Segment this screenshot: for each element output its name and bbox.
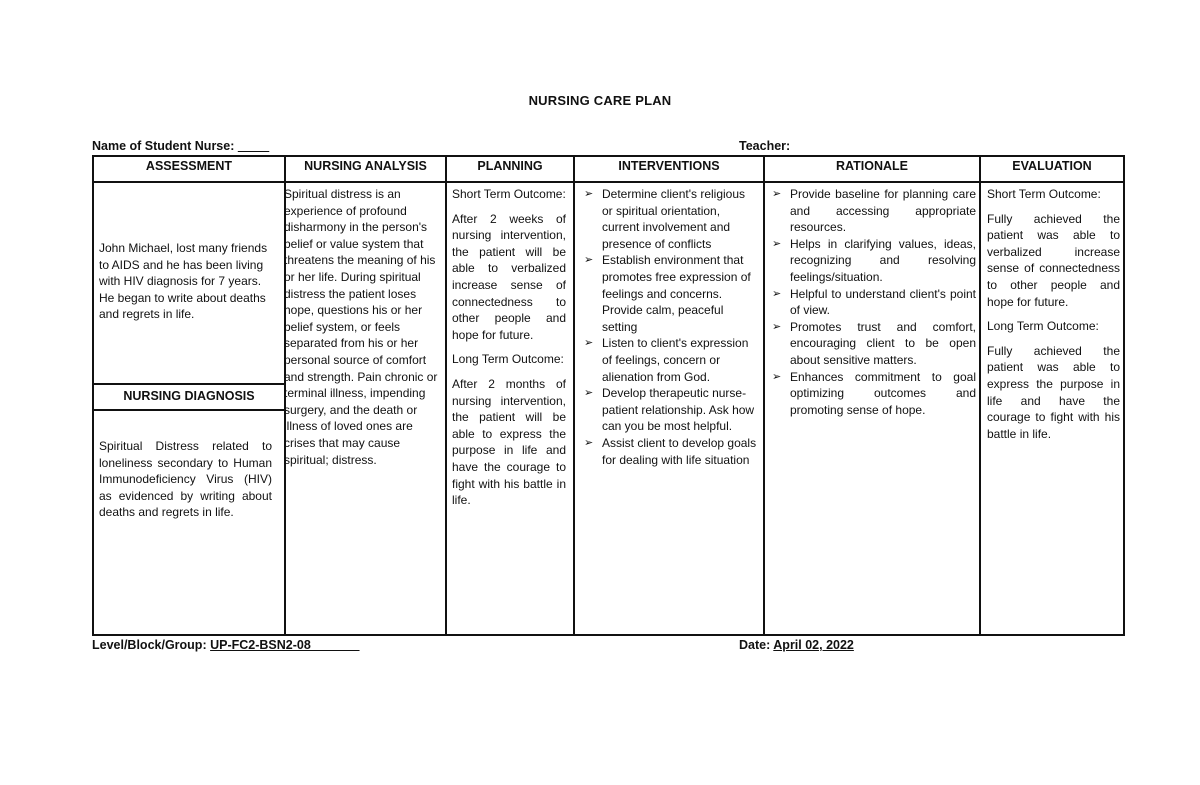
nursing-analysis-text: Spiritual distress is an experience of profound disharmony in the person's belief or value system that threatens the meaning of his or her life. During spiritual distress the patient loses hope, questions his or her belief system, or feels separated from his or her personal source of comfort and strength. Pain chronic or terminal illness, impending surgery, and the death or illness of loved ones are crises that may cause spiritual; distress.: [284, 187, 438, 467]
intervention-item: ➢ Determine client's religious or spiritual orientation, current involvement and presence of conflicts: [582, 186, 759, 252]
planning-short-label: Short Term Outcome:: [452, 187, 566, 201]
intervention-item: ➢ Assist client to develop goals for dealing with life situation: [582, 435, 759, 468]
date-line: [739, 638, 854, 652]
evaluation-short-label: Short Term Outcome:: [987, 187, 1101, 201]
level-block-group-line: [92, 638, 359, 652]
column-divider: [763, 157, 765, 634]
intervention-item: ➢ Develop therapeutic nurse-patient relationship. Ask how can you be most helpful.: [582, 385, 759, 435]
evaluation-header: EVALUATION: [1012, 159, 1092, 173]
intervention-item: ➢ Establish environment that promotes free expression of feelings and concerns. Provide calm, peaceful setting: [582, 252, 759, 335]
interventions-header: INTERVENTIONS: [618, 159, 720, 173]
planning-long-text: After 2 months of nursing intervention, the patient will be able to express the purpose in life and have the courage to fight with his battle in life.: [452, 376, 566, 508]
care-plan-table: [92, 155, 1125, 636]
rationale-cell: [792, 186, 976, 418]
planning-short-text: After 2 weeks of nursing intervention, the patient will be able to verbalized increase sense of connectedness to other people and hope for future.: [452, 211, 566, 342]
nursing-analysis-header: NURSING ANALYSIS: [304, 159, 427, 173]
nursing-diagnosis-header: NURSING DIAGNOSIS: [94, 383, 284, 411]
planning-cell: [452, 186, 566, 517]
rationale-header: RATIONALE: [836, 159, 908, 173]
rationale-item: ➢ Enhances commitment to goal optimizing outcomes and promoting sense of hope.: [770, 369, 976, 419]
teacher-label: Teacher:: [739, 139, 791, 153]
assessment-text: John Michael, lost many friends to AIDS and he has been living with HIV diagnosis for 7 years. He began to write about deaths and regrets in life.: [99, 241, 268, 322]
page-title: NURSING CARE PLAN: [528, 93, 672, 108]
intervention-item: ➢ Listen to client's expression of feelings, concern or alienation from God.: [582, 335, 759, 385]
column-divider: [445, 157, 447, 634]
level-block-group-value: UP-FC2-BSN2-08_______: [210, 638, 360, 652]
teacher-line: [739, 139, 790, 153]
assessment-header: ASSESSMENT: [145, 159, 233, 173]
evaluation-short-text: Fully achieved the patient was able to verbalized increase sense of connectedness to other people and hope for future.: [987, 211, 1120, 309]
date-value: April 02, 2022: [773, 638, 854, 652]
rationale-list: [770, 186, 976, 418]
evaluation-cell: [987, 186, 1120, 450]
evaluation-long-text: Fully achieved the patient was able to express the purpose in life and have the courage to fight with his battle in life.: [987, 343, 1120, 441]
column-divider: [573, 157, 575, 634]
planning-long-label: Long Term Outcome:: [452, 352, 564, 367]
student-nurse-value: _ ___: [237, 139, 270, 153]
level-block-group-label: Level/Block/Group:: [92, 638, 207, 652]
student-nurse-label: Name of Student Nurse:: [92, 139, 235, 153]
interventions-cell: [604, 186, 759, 468]
rationale-item: ➢ Provide baseline for planning care and accessing appropriate resources.: [770, 186, 976, 236]
student-nurse-line: [92, 139, 269, 153]
nursing-diagnosis-text: Spiritual Distress related to loneliness secondary to Human Immunodeficiency Virus (HIV) as evidenced by writing about deaths and regrets in life.: [99, 439, 272, 520]
rationale-item: ➢ Helps in clarifying values, ideas, recognizing and resolving feelings/situation.: [770, 236, 976, 286]
rationale-item: ➢ Promotes trust and comfort, encouraging client to be open about sensitive matters.: [770, 319, 976, 369]
planning-header: PLANNING: [477, 159, 543, 173]
date-label: Date:: [739, 638, 771, 652]
evaluation-long-label: Long Term Outcome:: [987, 319, 1099, 334]
column-divider: [979, 157, 981, 634]
interventions-list: [582, 186, 759, 468]
rationale-item: ➢ Helpful to understand client's point of view.: [770, 286, 976, 319]
